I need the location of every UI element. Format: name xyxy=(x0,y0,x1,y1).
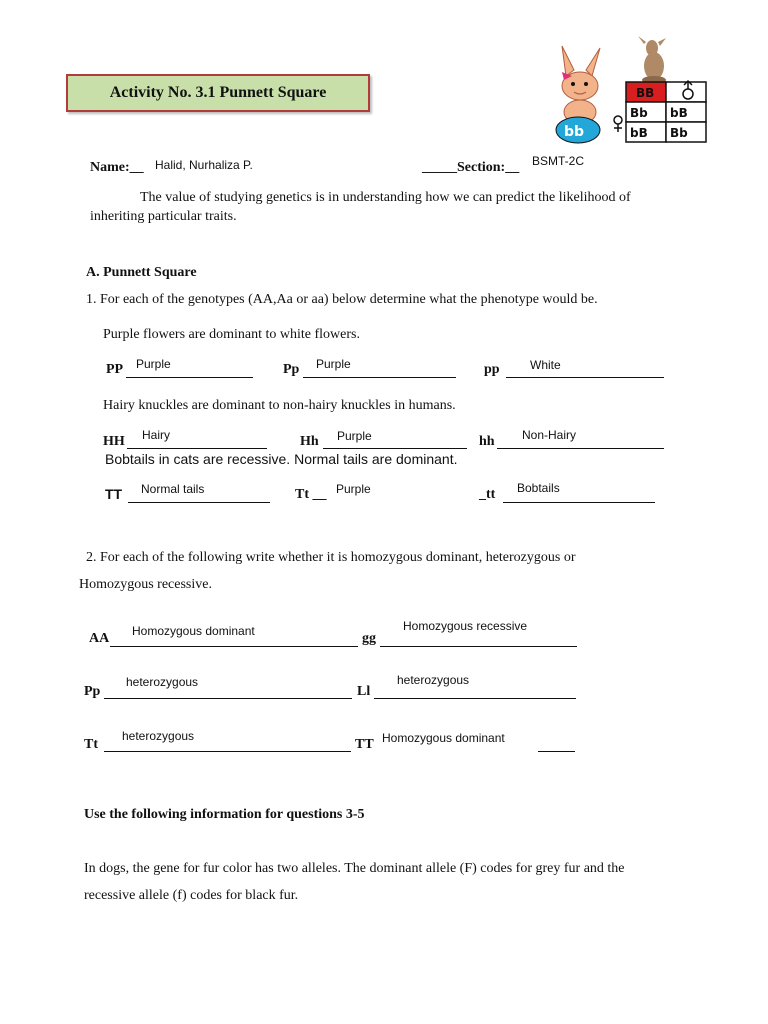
bobtail-statement: Bobtails in cats are recessive. Normal tails are dominant. xyxy=(105,451,458,467)
name-label: Name:__ xyxy=(90,160,144,175)
q2-genotype-AA: AA xyxy=(89,631,110,646)
pink-rabbit-icon xyxy=(556,46,600,143)
q2-genotype-Tt: Tt xyxy=(84,737,98,752)
q2-genotype-Pp: Pp xyxy=(84,684,101,699)
q2-genotype-Ll: Ll xyxy=(357,684,371,699)
section-label: _____Section:__ xyxy=(422,160,520,175)
answer-hh[interactable]: Non-Hairy xyxy=(522,428,577,442)
question-2-line-1: 2. For each of the following write whether it is homozygous dominant, heterozygous or xyxy=(86,550,576,565)
dogs-text-1: In dogs, the gene for fur color has two alleles. The dominant allele (F) codes for grey fur and the xyxy=(84,861,625,876)
rabbit-icon xyxy=(638,36,666,84)
q2-genotype-TT: TT xyxy=(355,737,374,752)
q2-answer-AA[interactable]: Homozygous dominant xyxy=(132,624,255,638)
cell-mid-left: Bb xyxy=(630,106,648,120)
question-2-line-2: Homozygous recessive. xyxy=(79,577,212,592)
cell-bot-right: Bb xyxy=(670,126,688,140)
genotype-Hh: Hh xyxy=(300,434,319,449)
answer-pp[interactable]: White xyxy=(530,358,561,372)
answer-tt[interactable]: Bobtails xyxy=(517,481,560,495)
answer-Tt[interactable]: Purple xyxy=(336,482,371,496)
punnett-clipart xyxy=(552,36,712,150)
intro-text: The value of studying genetics is in understanding how we can predict the likelihood of xyxy=(140,190,631,205)
answer-TT[interactable]: Normal tails xyxy=(141,482,205,496)
genotype-TT: TT xyxy=(105,486,123,502)
section-a-heading: A. Punnett Square xyxy=(86,265,197,280)
genotype-PP: PP xyxy=(106,362,124,377)
cell-side: bb xyxy=(564,124,585,140)
intro-text-2: inheriting particular traits. xyxy=(90,209,237,224)
genotype-Tt: Tt __ xyxy=(295,487,327,502)
female-symbol-icon xyxy=(614,116,622,132)
q2-answer-Pp[interactable]: heterozygous xyxy=(126,675,199,689)
activity-title: Activity No. 3.1 Punnett Square xyxy=(66,74,370,112)
dogs-text-2: recessive allele (f) codes for black fur. xyxy=(84,888,299,903)
q2-answer-Tt[interactable]: heterozygous xyxy=(122,729,195,743)
cell-mid-right: bB xyxy=(670,106,688,120)
hairy-statement: Hairy knuckles are dominant to non-hairy knuckles in humans. xyxy=(103,398,456,413)
purple-statement: Purple flowers are dominant to white flowers. xyxy=(103,327,360,342)
q2-answer-TT[interactable]: Homozygous dominant xyxy=(382,731,505,745)
answer-PP[interactable]: Purple xyxy=(136,357,171,371)
answer-HH[interactable]: Hairy xyxy=(142,428,171,442)
question-1: 1. For each of the genotypes (AA,Aa or aa) below determine what the phenotype would be. xyxy=(86,292,598,307)
punnett-grid xyxy=(626,82,706,142)
genotype-Pp: Pp xyxy=(283,362,300,377)
genotype-tt: _tt xyxy=(479,487,496,502)
cell-bot-left: bB xyxy=(630,126,648,140)
section-value[interactable]: BSMT-2C xyxy=(532,154,585,168)
genotype-pp: pp xyxy=(484,362,500,377)
info-heading: Use the following information for questions 3-5 xyxy=(84,807,365,822)
genotype-hh: hh xyxy=(479,434,495,449)
genotype-HH: HH xyxy=(103,434,125,449)
answer-Hh[interactable]: Purple xyxy=(337,429,372,443)
q2-answer-Ll[interactable]: heterozygous xyxy=(397,673,470,687)
cell-bb-top: BB xyxy=(636,86,655,100)
answer-Pp[interactable]: Purple xyxy=(316,357,351,371)
name-value[interactable]: Halid, Nurhaliza P. xyxy=(155,158,253,172)
q2-genotype-gg: gg xyxy=(362,631,376,646)
q2-answer-gg[interactable]: Homozygous recessive xyxy=(403,619,528,633)
